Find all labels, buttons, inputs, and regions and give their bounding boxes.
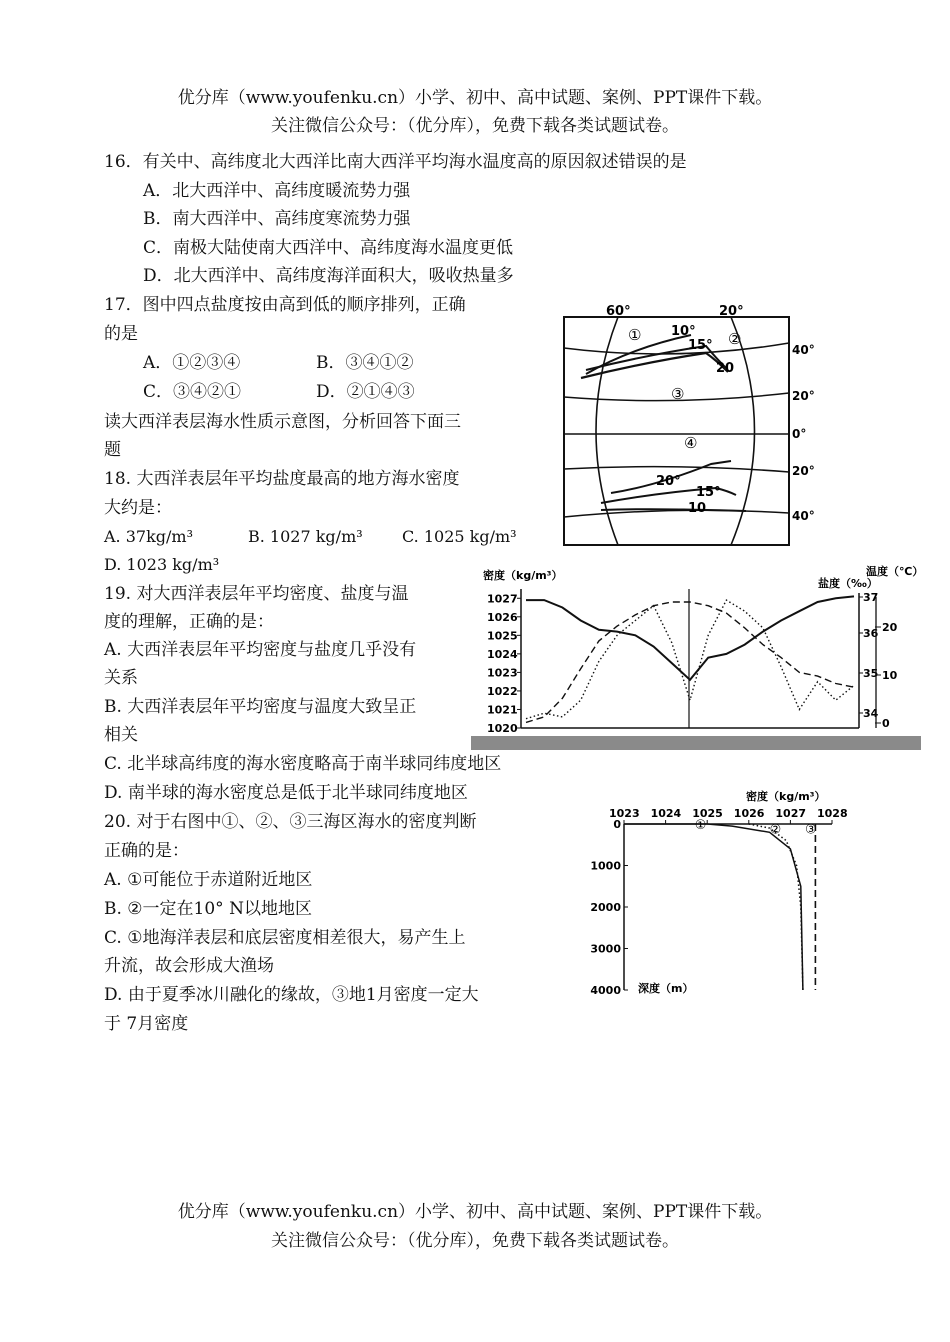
q16-stem: 16．有关中、高纬度北大西洋比南大西洋平均海水温度高的原因叙述错误的是 [104,152,687,172]
q17-option-a: A．①②③④ [143,353,241,373]
map-lat-40s: 40° [792,509,815,523]
q20-option-c-1: C. ①地海洋表层和底层密度相差很大，易产生上 [104,928,466,948]
map-point-4: ④ [684,434,698,452]
chart2-y-tick-label: 3000 [590,942,621,956]
chart2-y-tick-label: 0 [613,818,621,831]
footer-line-2: 关注微信公众号：（优分库），免费下载各类试题试卷。 [271,1231,679,1251]
map-iso-n-15-label: 15° [688,338,713,353]
q20-option-d-1: D. 由于夏季冰川融化的缘故，③地1月密度一定大 [104,985,479,1005]
chart2-y-tick-label: 1000 [590,859,621,873]
q20-option-d-2: 于 7月密度 [104,1014,189,1034]
map-parallel-40n [564,343,789,354]
chart1-salinity-tick-label: 34 [863,707,879,720]
map-point-3: ③ [671,385,685,403]
q17-option-b: B．③④①② [316,353,414,373]
chart2-x-tick-label: 1023 [609,807,640,820]
q19-option-c: C. 北半球高纬度的海水密度略高于南半球同纬度地区 [104,754,502,774]
chart1-right-axis-title: 温度（℃） [866,565,924,578]
chart1-salinity-tick-label: 37 [863,591,879,604]
map-lat-40n: 40° [792,343,815,357]
chart2-curve-label: ② [769,822,782,838]
density-salinity-temperature-chart [471,563,924,750]
density-depth-chart [590,788,862,1002]
chart2-x-axis-title: 密度（kg/m³） [746,790,826,803]
footer-line-1: 优分库（www.youfenku.cn）小学、初中、高中试题、案例、PPT课件下载。 [177,1202,773,1222]
q19-option-b-2: 相关 [104,725,138,745]
chart1-left-tick-label: 1022 [487,684,518,698]
q16-option-a: A．北大西洋中、高纬度暖流势力强 [143,181,411,201]
q20-option-b: B. ②一定在10° N以地地区 [104,899,312,919]
map-iso-n-20-label: 20 [716,361,735,376]
header-line-1: 优分库（www.youfenku.cn）小学、初中、高中试题、案例、PPT课件下载。 [177,88,773,108]
map-lat-0: 0° [792,427,807,441]
chart1-left-tick-label: 1025 [487,629,518,643]
chart2-x-tick-label: 1025 [692,807,723,820]
q18-stem-2: 大约是： [104,498,172,518]
q18-option-c: C. 1025 kg/m³ [402,527,517,546]
chart2-y-axis-title: 深度（m） [638,982,694,995]
chart1-salinity-title: 盐度（‰） [818,577,878,590]
q19-stem-1: 19. 对大西洋表层年平均密度、盐度与温 [104,584,409,604]
map-point-2: ② [728,330,742,348]
map-parallel-40s [564,510,789,517]
chart1-salinity-tick-label: 35 [863,667,879,680]
map-label-20: 20° [719,304,744,319]
q17-option-c: C．③④②① [143,382,242,402]
chart2-series-1 [624,824,803,990]
chart1-scan-band [471,736,921,750]
q19-option-b-1: B. 大西洋表层年平均密度与温度大致呈正 [104,697,417,717]
chart2-x-tick-label: 1028 [817,807,848,820]
chart2-y-tick-label: 2000 [590,901,621,914]
q20-option-c-2: 升流，故会形成大渔场 [104,956,274,976]
q19-stem-2: 度的理解，正确的是： [104,612,274,632]
q19-option-a-1: A. 大西洋表层年平均密度与盐度几乎没有 [104,640,417,660]
intro-line-2: 题 [104,440,121,460]
chart2-curve-label: ③ [804,822,817,838]
chart1-left-tick-label: 1026 [487,610,518,624]
map-iso-s-20-label: 20° [656,474,681,489]
q20-stem-2: 正确的是： [104,841,189,861]
chart2-x-tick-label: 1027 [775,807,807,820]
q18-option-a: A. 37kg/m³ [104,527,193,546]
map-lat-20n: 20° [792,389,815,403]
q20-option-a: A. ①可能位于赤道附近地区 [104,870,313,890]
chart1-left-tick-label: 1020 [487,722,518,735]
chart2-curve-label: ① [694,817,707,833]
map-point-1: ① [628,326,642,344]
intro-line-1: 读大西洋表层海水性质示意图，分析回答下面三 [104,412,461,432]
map-lat-20s: 20° [792,464,815,478]
q18-stem-1: 18. 大西洋表层年平均盐度最高的地方海水密度 [104,469,460,489]
chart1-left-tick-label: 1021 [487,703,518,717]
q19-option-a-2: 关系 [104,668,138,688]
q16-option-d: D．北大西洋中、高纬度海洋面积大，吸收热量多 [143,266,514,286]
header-line-2: 关注微信公众号：（优分库），免费下载各类试题试卷。 [271,116,679,136]
chart1-left-tick-label: 1023 [487,666,518,680]
chart1-temp-tick-label: 20 [882,621,898,634]
chart1-left-tick-label: 1027 [487,592,518,606]
chart2-x-tick-label: 1024 [650,807,682,820]
q17-stem-2: 的是 [104,324,138,344]
chart1-left-tick-label: 1024 [487,647,518,661]
chart1-series-temperature [526,602,854,722]
q17-option-d: D．②①④③ [316,382,415,402]
chart1-temp-tick-label: 10 [882,669,898,682]
q16-option-c: C．南极大陆使南大西洋中、高纬度海水温度更低 [143,238,514,258]
map-iso-n-10-label: 10° [671,324,696,339]
map-iso-s-10-label: 10 [688,501,707,516]
chart2-series-2 [749,824,803,990]
q16-option-b: B．南大西洋中、高纬度寒流势力强 [143,209,411,229]
q20-stem-1: 20. 对于右图中①、②、③三海区海水的密度判断 [104,812,477,832]
chart1-series-salinity [526,600,854,719]
chart1-temp-tick-label: 0 [882,717,890,730]
q18-option-b: B. 1027 kg/m³ [248,527,363,546]
chart1-left-axis-title: 密度（kg/m³） [483,569,563,582]
chart1-salinity-tick-label: 36 [863,627,879,640]
chart2-y-tick-label: 4000 [590,984,621,997]
q17-stem-1: 17．图中四点盐度按由高到低的顺序排列，正确 [104,295,466,315]
map-label-60: 60° [606,304,631,319]
chart1-series-density [526,596,854,679]
q18-option-d: D. 1023 kg/m³ [104,555,220,574]
atlantic-map-figure [556,298,820,550]
q19-option-d: D. 南半球的海水密度总是低于北半球同纬度地区 [104,783,468,803]
map-iso-s-15-label: 15° [696,485,721,500]
chart2-x-tick-label: 1026 [733,807,765,820]
